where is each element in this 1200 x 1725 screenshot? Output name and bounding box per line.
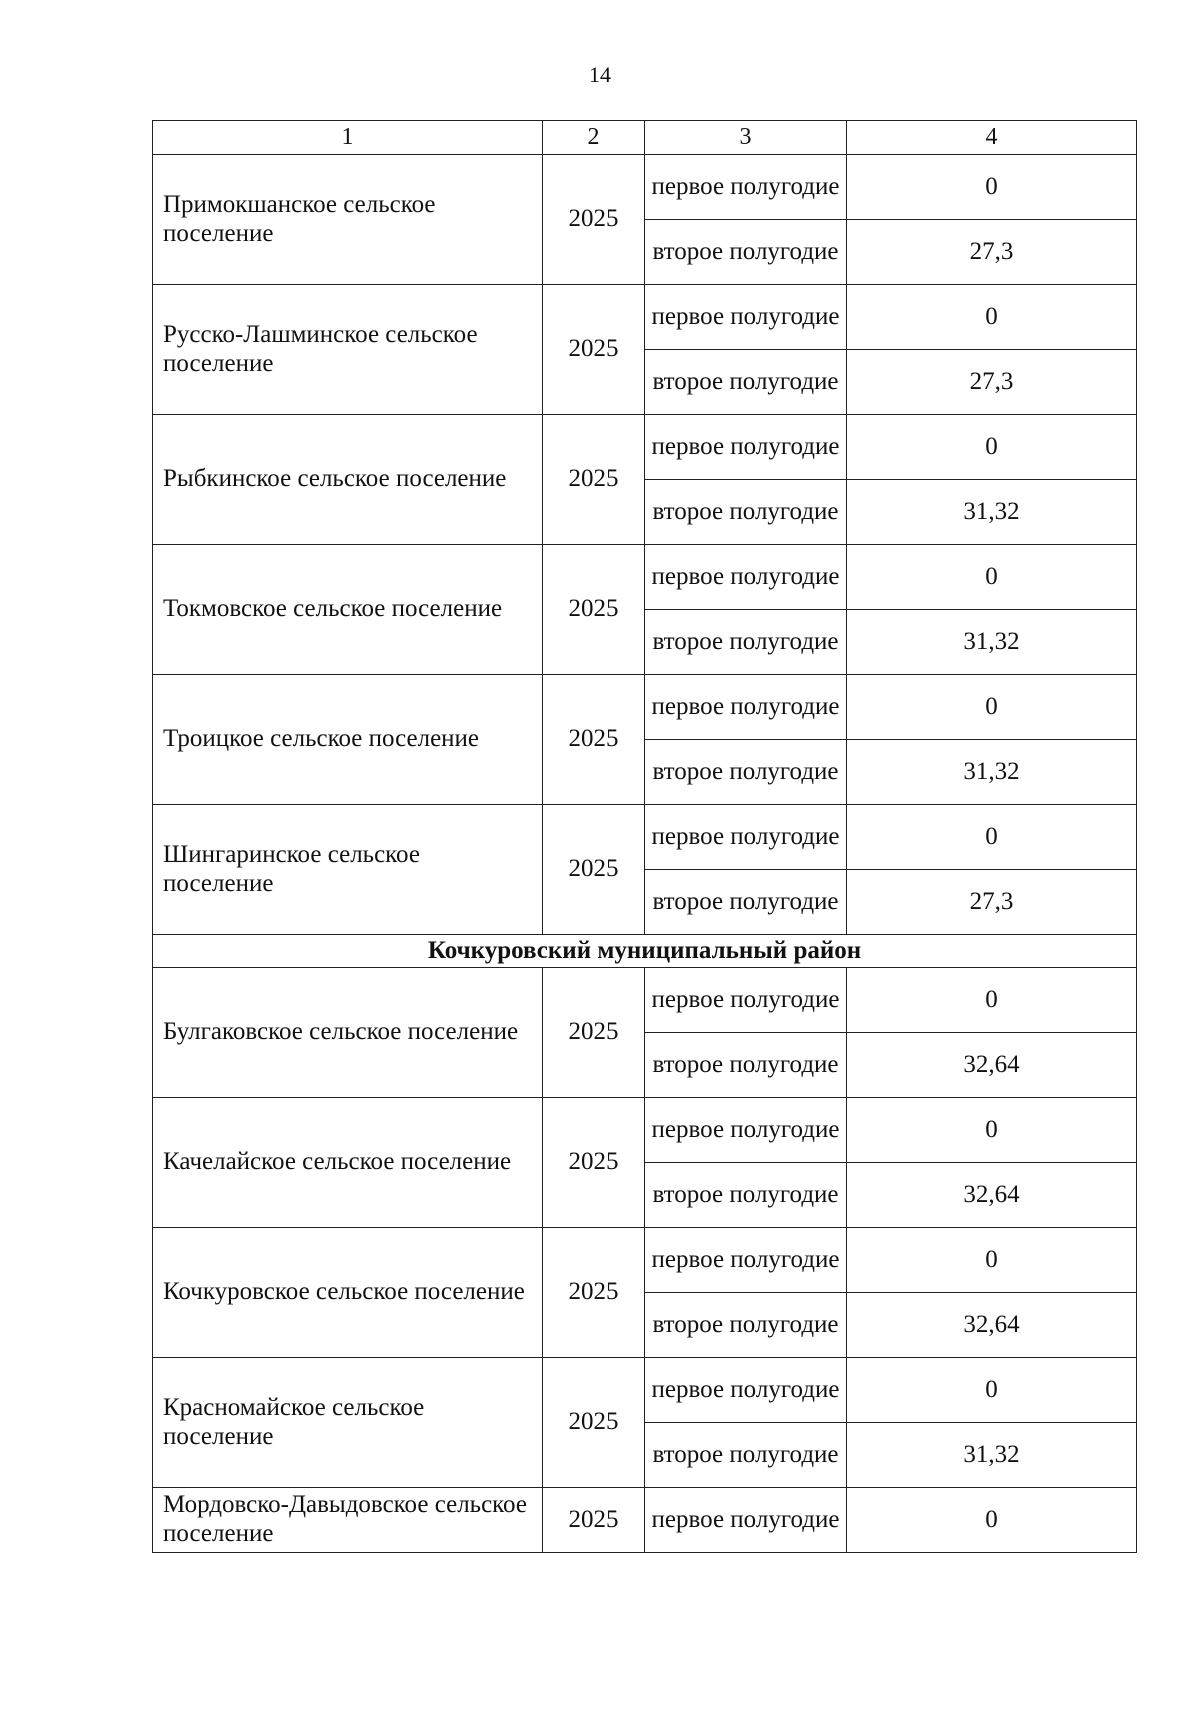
table-row [153, 155, 1137, 220]
value-cell: 0 [847, 805, 1137, 870]
period-cell: второе полугодие [645, 1033, 847, 1098]
district-heading-row [153, 935, 1137, 968]
value-cell: 31,32 [847, 480, 1137, 545]
value-cell: 0 [847, 968, 1137, 1033]
district-heading: Кочкуровский муниципальный район [153, 935, 1137, 968]
settlement-name: Красномайское сельское поселение [153, 1358, 543, 1488]
period-cell: первое полугодие [645, 675, 847, 740]
table-row [153, 1228, 1137, 1293]
value-cell: 0 [847, 1098, 1137, 1163]
period-cell: первое полугодие [645, 1228, 847, 1293]
table-row [153, 1098, 1137, 1163]
column-number-row [153, 121, 1137, 155]
year-cell: 2025 [543, 675, 645, 805]
period-cell: второе полугодие [645, 740, 847, 805]
period-cell: первое полугодие [645, 285, 847, 350]
value-cell: 0 [847, 415, 1137, 480]
settlement-name: Мордовско-Давыдовское сельское поселение [153, 1488, 543, 1553]
page-number: 14 [589, 62, 611, 87]
period-cell: первое полугодие [645, 1098, 847, 1163]
value-cell: 0 [847, 675, 1137, 740]
column-number-3: 3 [645, 121, 847, 155]
table-row [153, 805, 1137, 870]
table-body [153, 121, 1137, 1553]
settlement-name: Русско-Лашминское сельское поселение [153, 285, 543, 415]
period-cell: второе полугодие [645, 870, 847, 935]
table-row [153, 675, 1137, 740]
table-row [153, 1488, 1137, 1553]
period-cell: первое полугодие [645, 1358, 847, 1423]
value-cell: 31,32 [847, 610, 1137, 675]
value-cell: 27,3 [847, 220, 1137, 285]
column-number-1: 1 [153, 121, 543, 155]
value-cell: 31,32 [847, 740, 1137, 805]
period-cell: второе полугодие [645, 1293, 847, 1358]
value-cell: 0 [847, 545, 1137, 610]
period-cell: первое полугодие [645, 1488, 847, 1553]
period-cell: первое полугодие [645, 155, 847, 220]
year-cell: 2025 [543, 1098, 645, 1228]
value-cell: 0 [847, 1228, 1137, 1293]
value-cell: 27,3 [847, 350, 1137, 415]
settlement-name: Рыбкинское сельское поселение [153, 415, 543, 545]
value-cell: 32,64 [847, 1163, 1137, 1228]
period-cell: второе полугодие [645, 610, 847, 675]
period-cell: первое полугодие [645, 805, 847, 870]
period-cell: первое полугодие [645, 545, 847, 610]
value-cell: 0 [847, 285, 1137, 350]
period-cell: второе полугодие [645, 480, 847, 545]
year-cell: 2025 [543, 968, 645, 1098]
period-cell: первое полугодие [645, 415, 847, 480]
year-cell: 2025 [543, 155, 645, 285]
value-cell: 32,64 [847, 1033, 1137, 1098]
period-cell: второе полугодие [645, 220, 847, 285]
table-row [153, 545, 1137, 610]
settlement-name: Качелайское сельское поселение [153, 1098, 543, 1228]
year-cell: 2025 [543, 805, 645, 935]
settlement-name: Троицкое сельское поселение [153, 675, 543, 805]
value-cell: 31,32 [847, 1423, 1137, 1488]
table-row [153, 285, 1137, 350]
table-row [153, 415, 1137, 480]
year-cell: 2025 [543, 285, 645, 415]
table-row [153, 968, 1137, 1033]
value-cell: 32,64 [847, 1293, 1137, 1358]
value-cell: 27,3 [847, 870, 1137, 935]
year-cell: 2025 [543, 1488, 645, 1553]
value-cell: 0 [847, 1488, 1137, 1553]
year-cell: 2025 [543, 1358, 645, 1488]
value-cell: 0 [847, 155, 1137, 220]
year-cell: 2025 [543, 1228, 645, 1358]
table-row [153, 1358, 1137, 1423]
year-cell: 2025 [543, 415, 645, 545]
settlement-name: Кочкуровское сельское поселение [153, 1228, 543, 1358]
column-number-2: 2 [543, 121, 645, 155]
settlement-name: Примокшанское сельское поселение [153, 155, 543, 285]
tariff-table [152, 120, 1137, 1553]
period-cell: второе полугодие [645, 1163, 847, 1228]
settlement-name: Токмовское сельское поселение [153, 545, 543, 675]
period-cell: первое полугодие [645, 968, 847, 1033]
column-number-4: 4 [847, 121, 1137, 155]
period-cell: второе полугодие [645, 1423, 847, 1488]
settlement-name: Шингаринское сельское поселение [153, 805, 543, 935]
year-cell: 2025 [543, 545, 645, 675]
period-cell: второе полугодие [645, 350, 847, 415]
value-cell: 0 [847, 1358, 1137, 1423]
settlement-name: Булгаковское сельское поселение [153, 968, 543, 1098]
